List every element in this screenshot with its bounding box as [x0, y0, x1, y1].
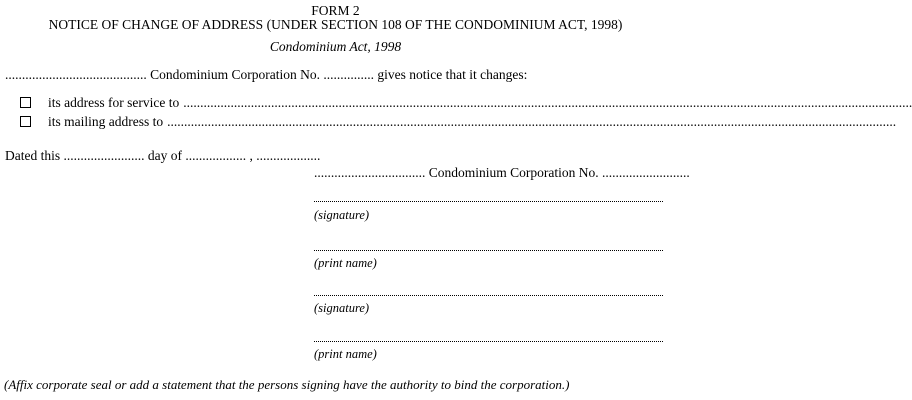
signature-caption-1: (signature)	[314, 208, 370, 222]
print-name-line-2[interactable]	[314, 331, 663, 342]
act-subtitle: Condominium Act, 1998	[269, 39, 402, 54]
option-address-for-service[interactable]	[20, 94, 912, 110]
dated-line: Dated this ........................ day of .................. , ...................	[5, 148, 321, 163]
signature-caption-2: (signature)	[314, 301, 370, 315]
mailing-address-checkbox[interactable]	[20, 116, 31, 127]
corporation-number-line: ................................. Condominium Corporation No. ..........................	[314, 165, 690, 180]
print-name-caption-1: (print name)	[314, 256, 377, 270]
mailing-address-label: its mailing address to	[48, 113, 164, 129]
form-number: FORM 2	[311, 3, 360, 18]
mailing-address-field[interactable]: ........................................................................................................................................................................................................................	[167, 113, 897, 129]
signature-line-2[interactable]	[314, 285, 663, 296]
address-for-service-checkbox[interactable]	[20, 97, 31, 108]
form-title: NOTICE OF CHANGE OF ADDRESS (UNDER SECTION 108 OF THE CONDOMINIUM ACT, 1998)	[48, 17, 623, 32]
option-mailing-address[interactable]	[20, 113, 897, 129]
address-for-service-label: its address for service to	[48, 94, 180, 110]
print-name-caption-2: (print name)	[314, 347, 377, 361]
address-for-service-field[interactable]: ........................................................................................................................................................................................................................	[183, 94, 912, 110]
print-name-line-1[interactable]	[314, 240, 663, 251]
signature-line-1[interactable]	[314, 191, 663, 202]
notice-statement: .......................................... Condominium Corporation No. ............... gives notice that it changes:	[5, 67, 528, 82]
affix-seal-note: (Affix corporate seal or add a statement that the persons signing have the authority to bind the corporation.)	[4, 377, 570, 392]
